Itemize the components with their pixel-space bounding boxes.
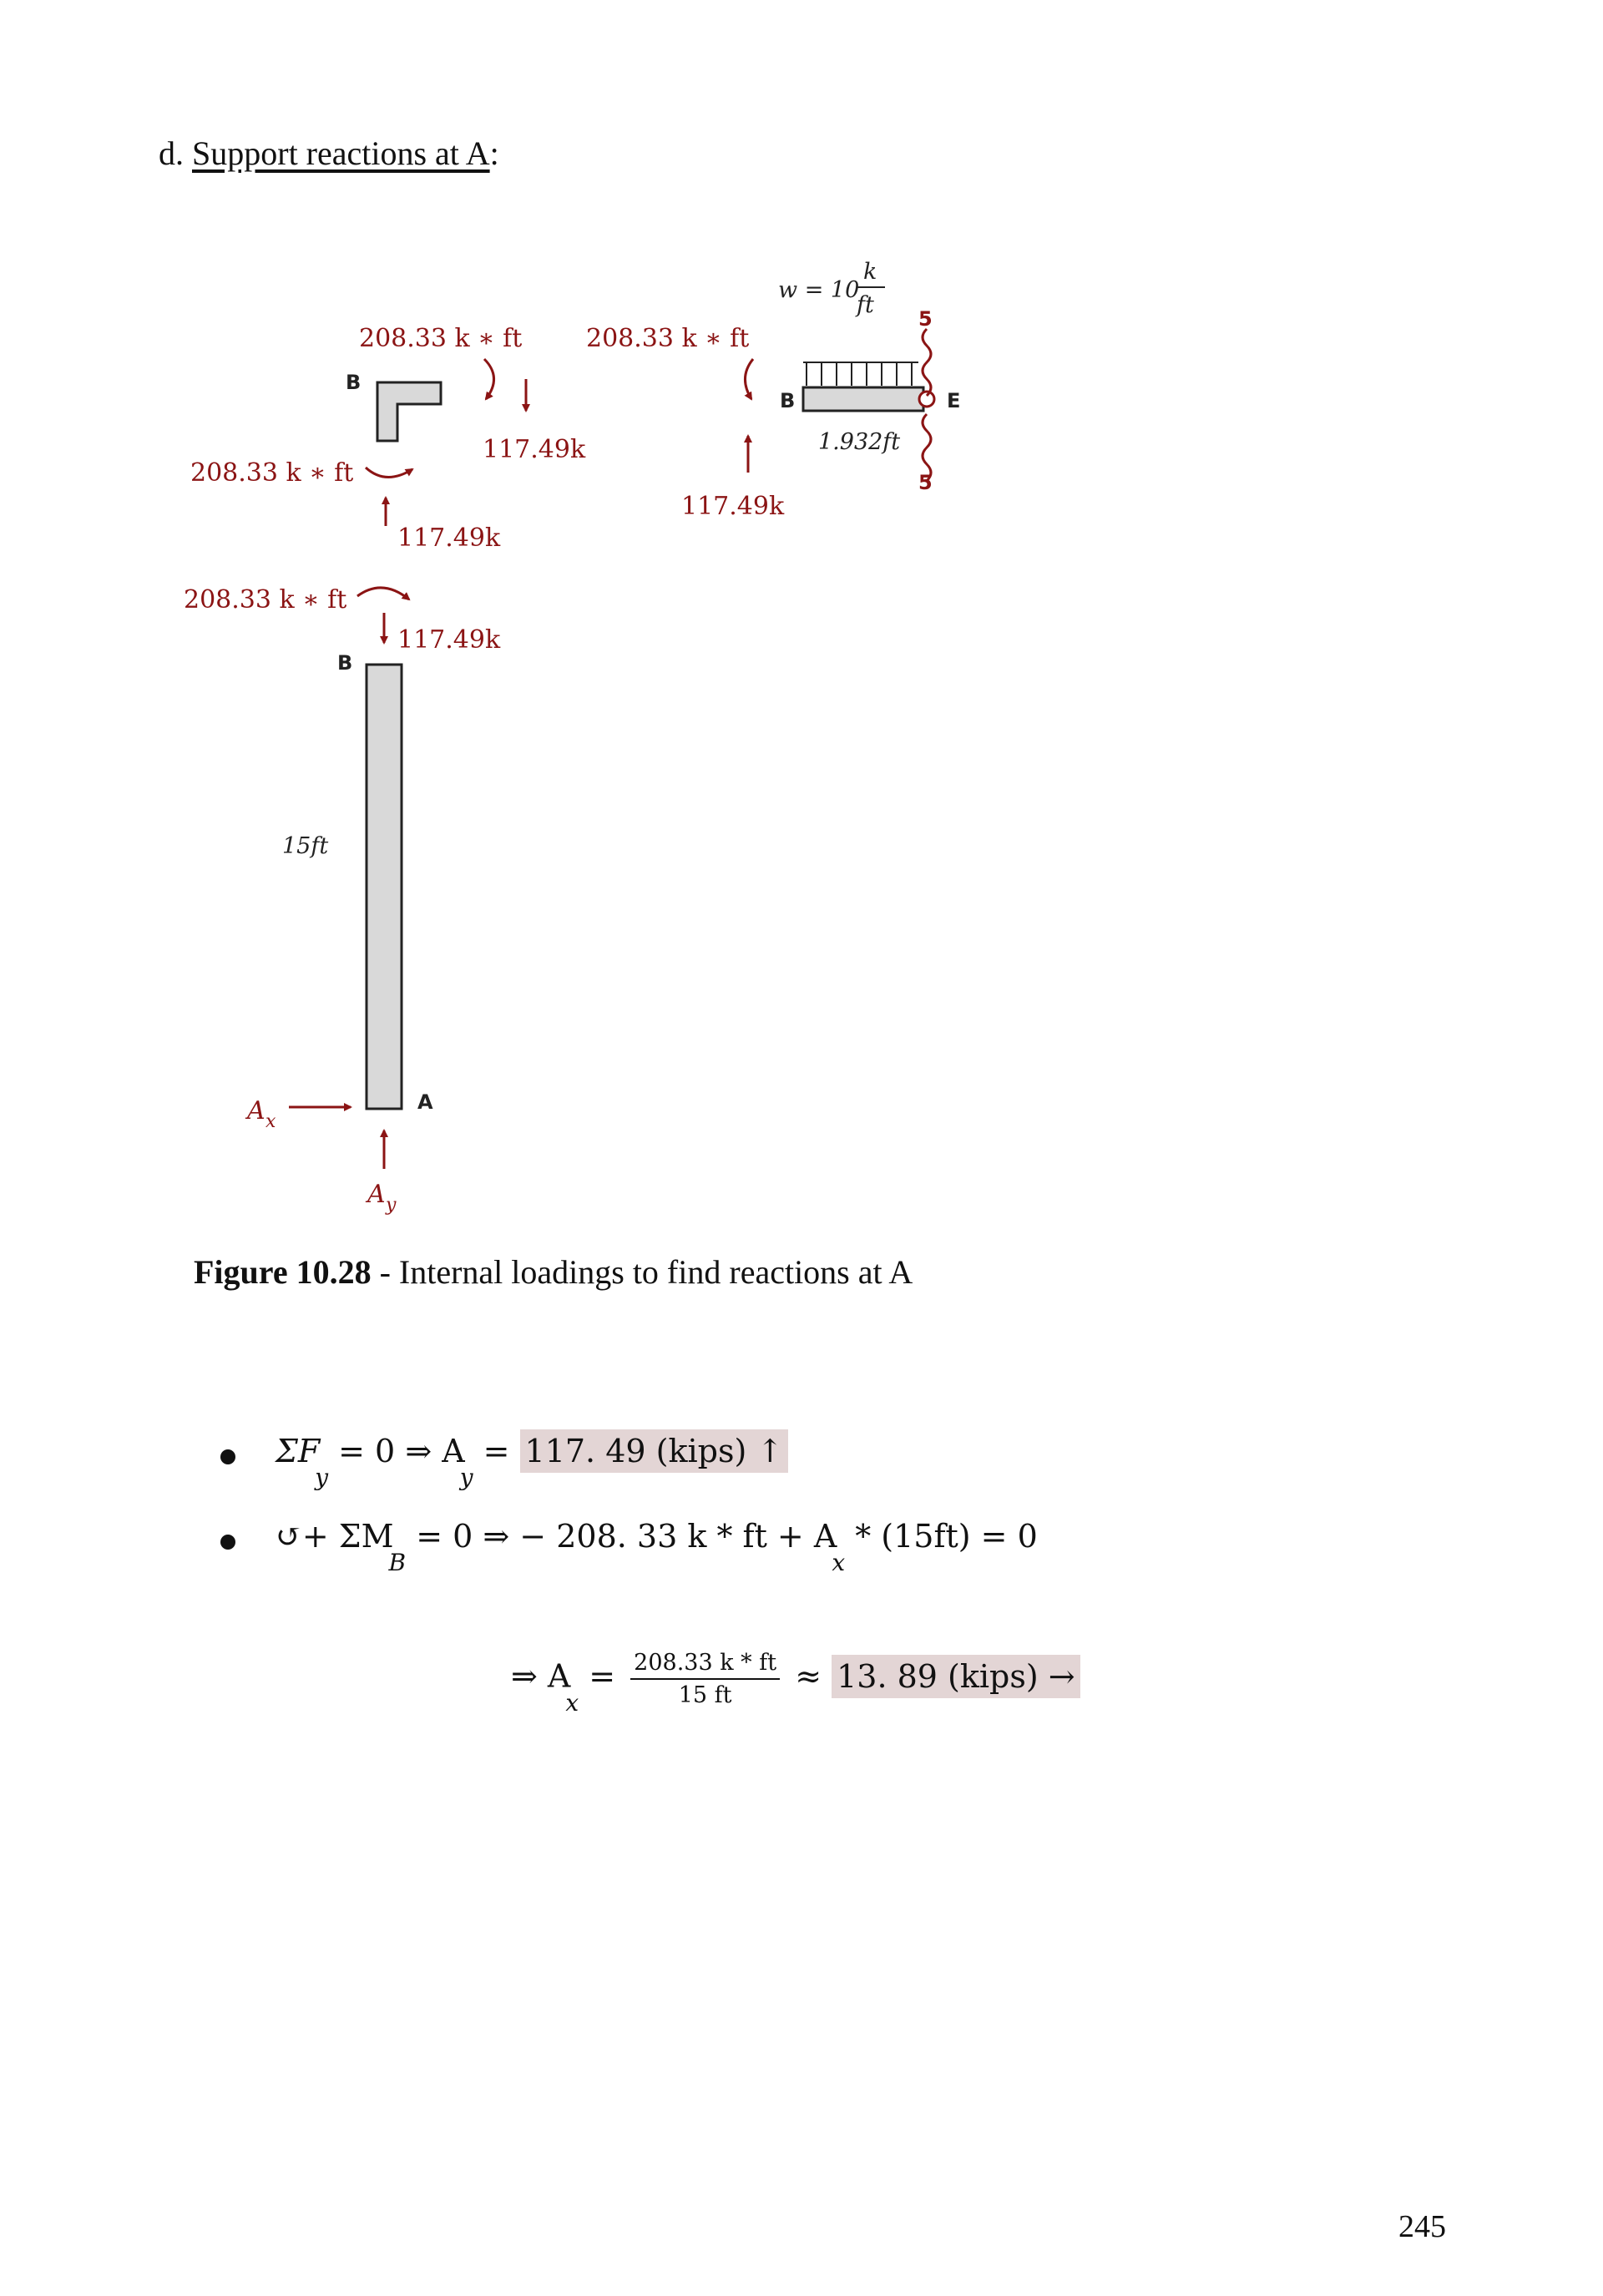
column-member [367, 665, 402, 1109]
reaction-ay-label: A [367, 1180, 386, 1209]
joint-b-member [377, 382, 441, 441]
section-heading: d. Support reactions at A: [159, 134, 499, 172]
bullet-1 [220, 1449, 235, 1464]
joint-b-label: B [346, 371, 362, 394]
bullet-2 [220, 1535, 235, 1550]
result-ax: 13. 89 (kips) → [832, 1655, 1080, 1698]
reaction-ax-sub: x [265, 1111, 276, 1132]
column-b-label: B [337, 651, 353, 675]
section-top-label: 5 [918, 307, 933, 331]
load-unit-num: k [863, 259, 877, 285]
column-moment-label: 208.33 k ∗ ft [184, 585, 347, 614]
beam-moment-arrow [745, 359, 753, 399]
joint-force-below: 117.49k [397, 523, 501, 553]
joint-force-right: 117.49k [483, 435, 586, 464]
equation-sum-mb: ↺+ $\Sigma M_B = 0$ ⇒ − 208. 33 k * ft + $A_x * (15ft) = 0$ [276, 1518, 1038, 1576]
beam-moment-label: 208.33 k ∗ ft [586, 324, 750, 353]
column-moment-arrow [357, 588, 409, 599]
joint-moment-left: 208.33 k ∗ ft [190, 458, 354, 488]
result-ay: 117. 49 (kips) ↑ [520, 1429, 789, 1473]
point-e-label: E [947, 389, 961, 412]
beam-b-label: B [780, 389, 796, 412]
hinge-e [919, 392, 934, 407]
joint-moment-top: 208.33 k ∗ ft [359, 324, 523, 353]
load-unit-den: ft [857, 292, 874, 318]
figure-caption-text: - Internal loadings to find reactions at A [371, 1253, 913, 1291]
reaction-ax-label: A [247, 1096, 265, 1125]
beam-force-label: 117.49k [681, 492, 785, 521]
joint-moment-arrow-left [366, 468, 412, 478]
beam-member [803, 387, 923, 411]
equation-solve-ax: ⇒ $A_x$ = $\frac{208.33 k * ft}{15 ft}$ ≈ 13. 89 (kips) → [511, 1650, 1080, 1708]
distributed-load-arrows [807, 362, 912, 386]
equation-sum-fy: $\Sigma F_y = 0$ ⇒ $A_y = 117$. 49 (kips) ↑ [276, 1433, 788, 1469]
figure-caption [194, 1252, 913, 1292]
column-a-label: A [417, 1090, 433, 1114]
load-label: w = 10 [778, 277, 860, 303]
joint-moment-arrow-top [484, 359, 494, 399]
page-number: 245 [1398, 2209, 1446, 2244]
column-length-label: 15ft [282, 833, 329, 859]
reaction-ay-sub: y [386, 1195, 397, 1216]
heading-underlined: Support reactions at A [192, 134, 490, 172]
figure-number: Figure 10.28 [194, 1253, 372, 1291]
beam-length-label: 1.932ft [818, 429, 901, 455]
column-force-label: 117.49k [397, 625, 501, 655]
section-bottom-label: 5 [918, 471, 933, 494]
